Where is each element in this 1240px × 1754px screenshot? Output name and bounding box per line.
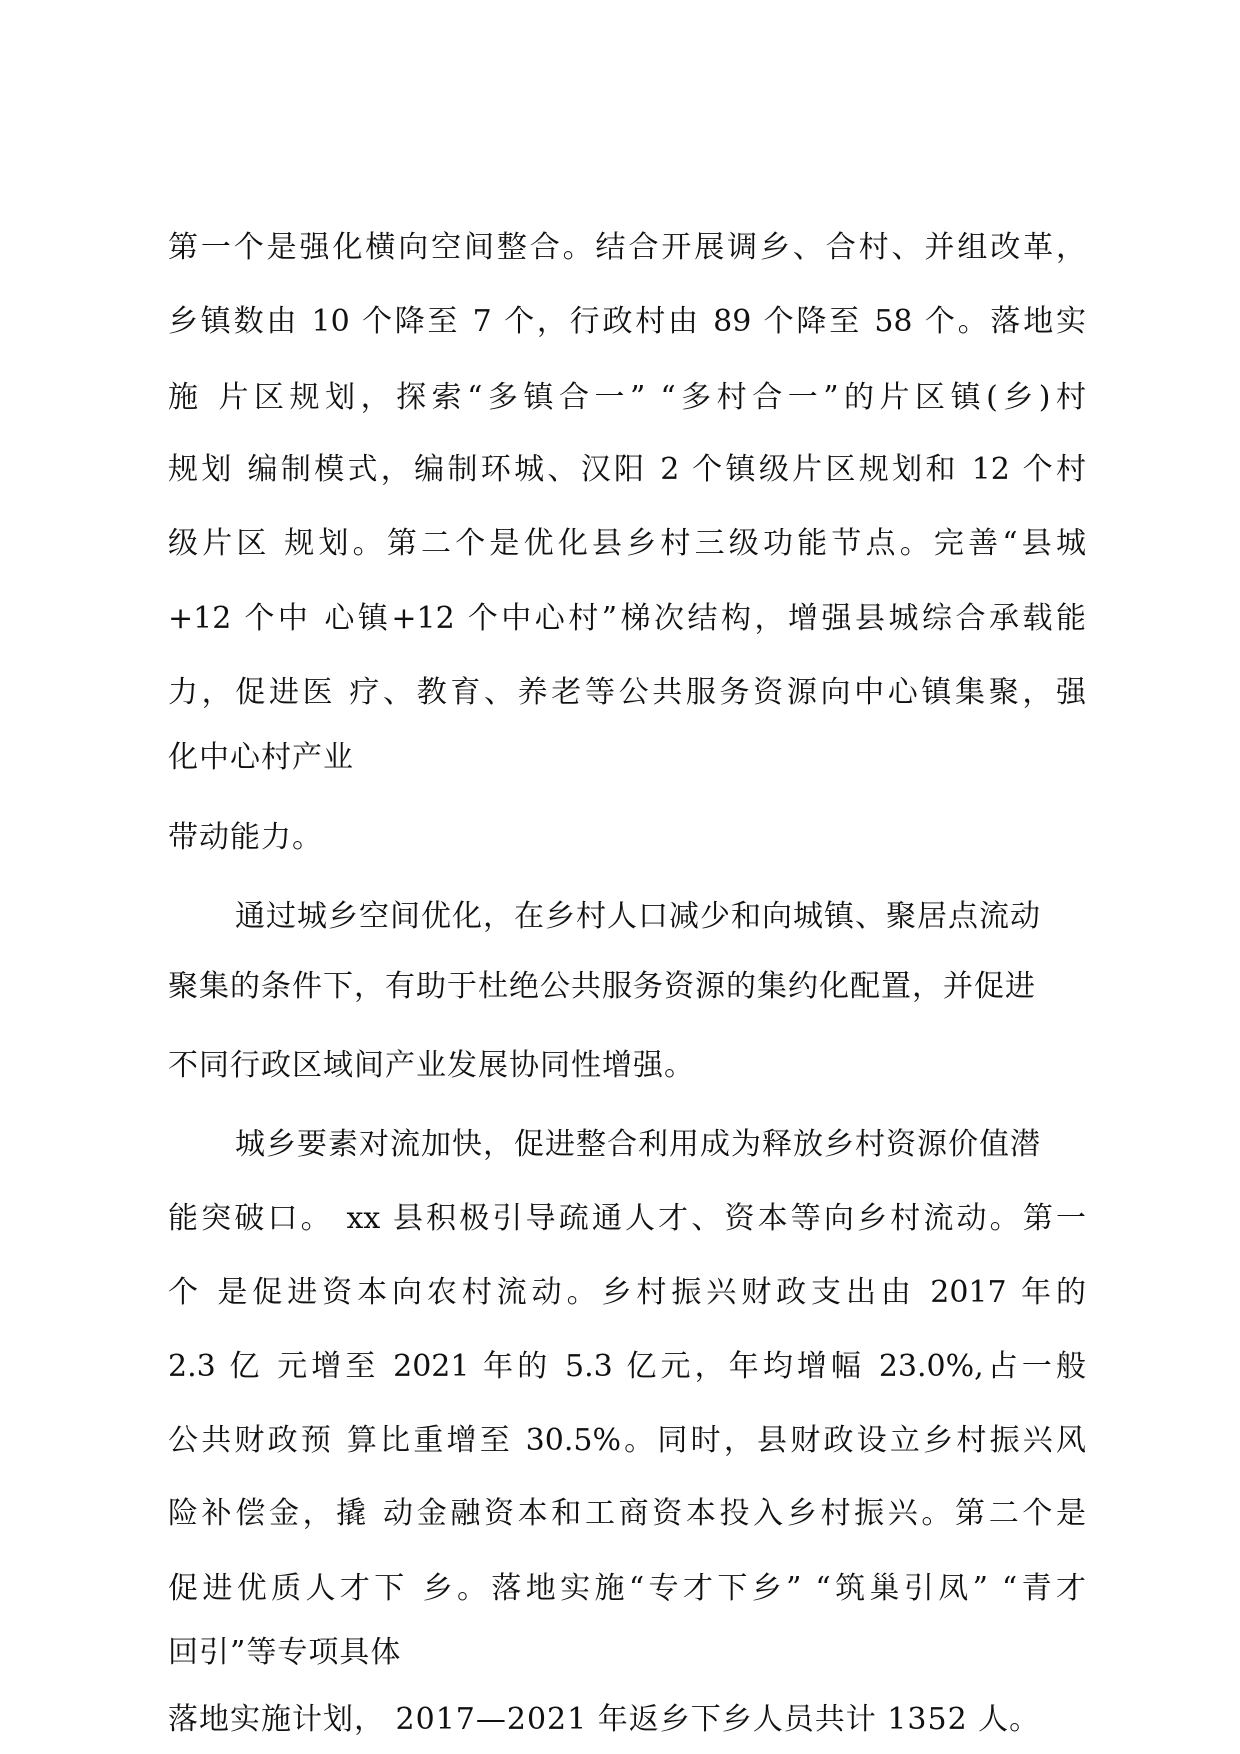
paragraph-4-line-1: 落地实施计划， 2017—2021 年返乡下乡人员共计 1352 人。 xyxy=(168,1702,1041,1737)
paragraph-3-line-8: 回引”等专项具体 xyxy=(168,1635,402,1670)
paragraph-3-line-1: 城乡要素对流加快，促进整合利用成为释放乡村资源价值潜 xyxy=(235,1127,1041,1162)
paragraph-3-line-2: 能突破口。 xx 县积极引导疏通人才、资本等向乡村流动。第一 xyxy=(168,1201,1086,1236)
paragraph-3-line-3: 个 是促进资本向农村流动。乡村振兴财政支出由 2017 年的 xyxy=(168,1275,1086,1310)
text-line-7: 力，促进医 疗、教育、养老等公共服务资源向中心镇集聚，强 xyxy=(168,675,1086,710)
text-line-5: 级片区 规划。第二个是优化县乡村三级功能节点。完善“县城 xyxy=(168,526,1086,561)
text-line-2: 乡镇数由 10 个降至 7 个，行政村由 89 个降至 58 个。落地实 xyxy=(168,304,1086,339)
paragraph-2-line-3: 不同行政区域间产业发展协同性增强。 xyxy=(168,1048,695,1083)
paragraph-3-line-6: 险补偿金，撬 动金融资本和工商资本投入乡村振兴。第二个是 xyxy=(168,1496,1086,1531)
text-line-6: +12 个中 心镇+12 个中心村”梯次结构，增强县城综合承载能 xyxy=(168,601,1086,636)
text-line-8: 化中心村产业 xyxy=(168,740,354,775)
text-line-9: 带动能力。 xyxy=(168,820,323,855)
text-line-4: 规划 编制模式，编制环城、汉阳 2 个镇级片区规划和 12 个村 xyxy=(168,452,1086,487)
text-line-3: 施 片区规划，探索“多镇合一” “多村合一”的片区镇(乡)村 xyxy=(168,380,1086,415)
paragraph-3-line-5: 公共财政预 算比重增至 30.5%。同时，县财政设立乡村振兴风 xyxy=(168,1423,1086,1458)
paragraph-3-line-4: 2.3 亿 元增至 2021 年的 5.3 亿元，年均增幅 23.0%,占一般 xyxy=(168,1349,1086,1384)
paragraph-2-line-2: 聚集的条件下，有助于杜绝公共服务资源的集约化配置，并促进 xyxy=(168,969,1036,1004)
text-line-1: 第一个是强化横向空间整合。结合开展调乡、合村、并组改革， xyxy=(168,230,1086,265)
paragraph-2-line-1: 通过城乡空间优化，在乡村人口减少和向城镇、聚居点流动 xyxy=(235,899,1041,934)
paragraph-3-line-7: 促进优质人才下 乡。落地实施“专才下乡” “筑巢引凤” “青才 xyxy=(168,1571,1086,1606)
